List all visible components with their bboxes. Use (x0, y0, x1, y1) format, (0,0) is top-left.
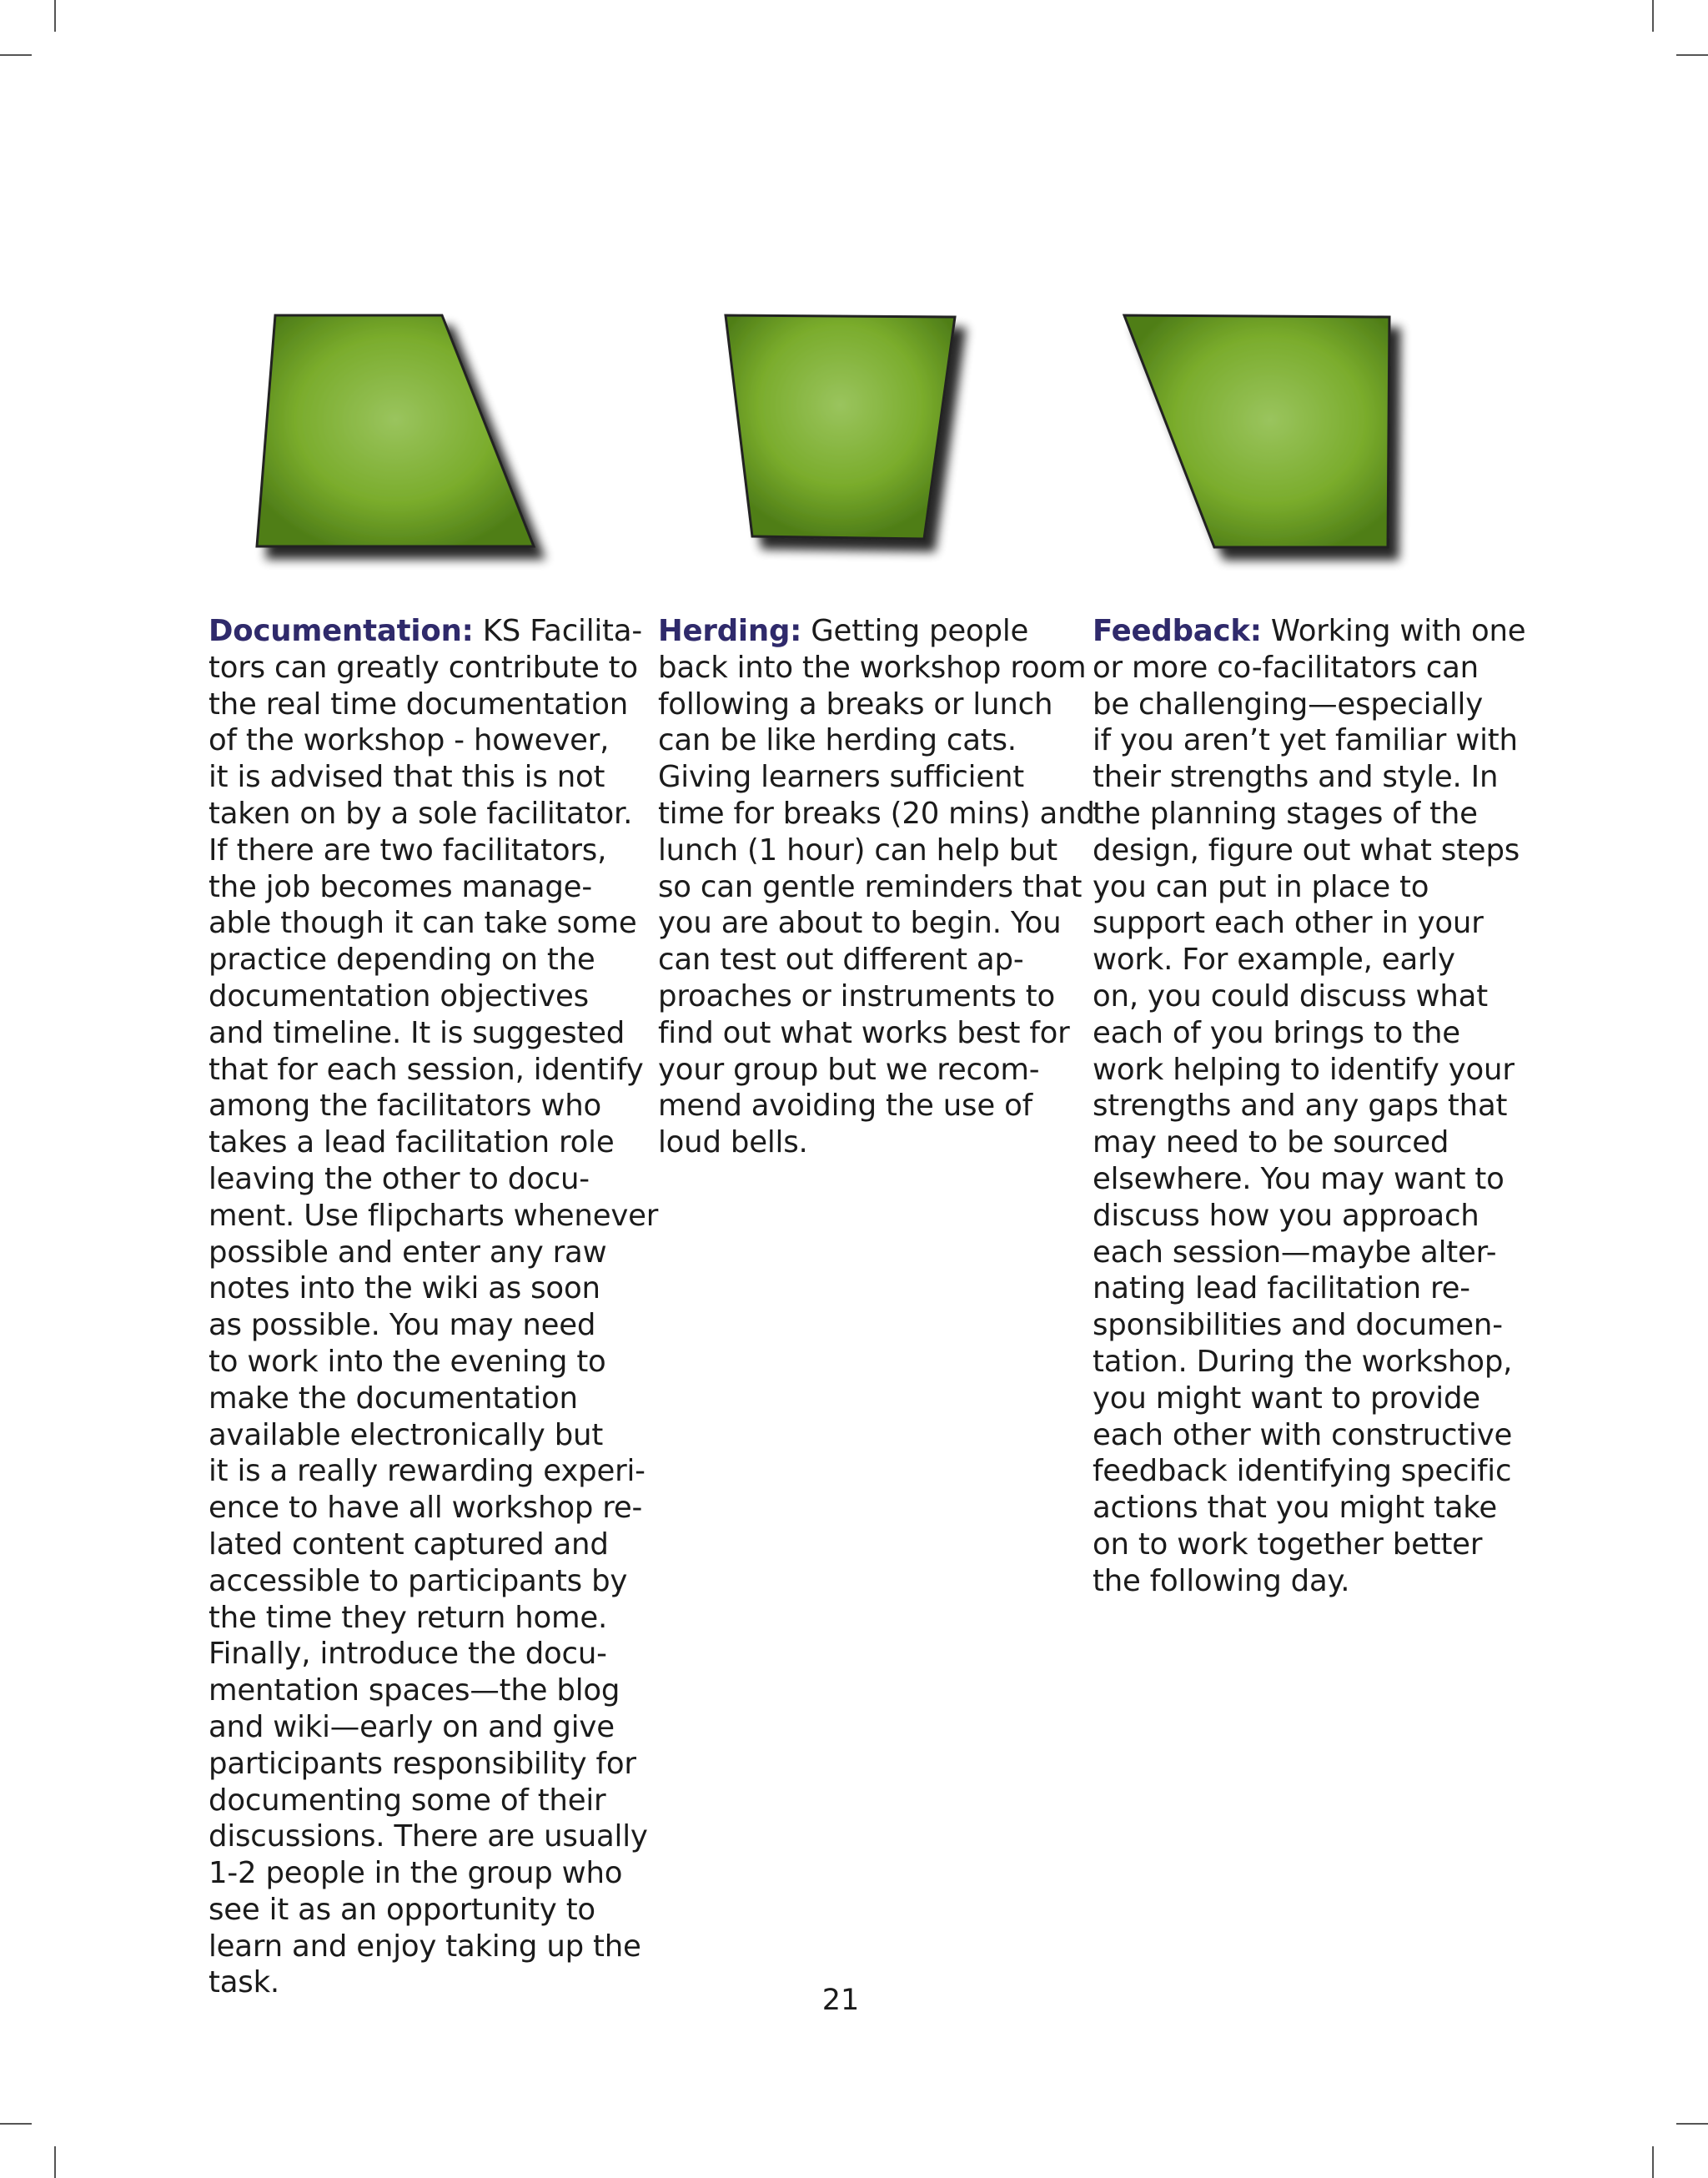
line-text: discussions. There are usually (208, 1819, 648, 1854)
line-text: nating lead facilitation re- (1093, 1271, 1470, 1306)
line-text: work helping to identify your (1093, 1052, 1515, 1087)
line-text: lated content captured and (208, 1527, 609, 1562)
text-line (1093, 1344, 1526, 1381)
text-line (208, 905, 637, 942)
text-line (208, 832, 625, 869)
line-text: feedback identifying specific (1093, 1454, 1512, 1489)
text-line (1093, 1453, 1526, 1490)
trapezoid-graphic (242, 307, 559, 582)
trapezoid-graphic (1119, 307, 1436, 582)
line-text: the following day. (1093, 1563, 1350, 1598)
line-text: Giving learners sufficient (658, 760, 1025, 795)
line-text: can test out different ap- (658, 943, 1024, 978)
line-text: KS Facilita- (473, 614, 642, 648)
line-text: learn and enjoy taking up the (208, 1929, 641, 1964)
text-line (1093, 1527, 1526, 1563)
text-line (658, 613, 1092, 650)
text-line (1093, 1088, 1526, 1124)
text-line (208, 1563, 628, 1600)
line-text: each other with constructive (1093, 1417, 1513, 1452)
text-line (208, 1892, 625, 1929)
line-text: available electronically but (208, 1417, 604, 1452)
line-text: and wiki—early on and give (208, 1709, 615, 1744)
text-line (1093, 687, 1526, 723)
line-text: each of you brings to the (1093, 1015, 1460, 1050)
line-text: proaches or instruments to (658, 978, 1055, 1014)
text-line (1093, 1124, 1526, 1161)
text-line (208, 1490, 643, 1527)
text-line (208, 1417, 625, 1454)
line-text: notes into the wiki as soon (208, 1271, 600, 1306)
text-line (1093, 978, 1526, 1015)
line-text: support each other in your (1093, 906, 1484, 941)
line-text: to work into the evening to (208, 1344, 606, 1379)
text-line (208, 1124, 625, 1161)
text-line (1093, 1490, 1526, 1527)
text-line (208, 1746, 636, 1783)
line-text: if you aren’t yet familiar with (1093, 723, 1518, 758)
text-line (658, 722, 1092, 759)
line-text: loud bells. (658, 1125, 808, 1160)
text-line (208, 1855, 625, 1892)
line-text: the job becomes manage- (208, 869, 592, 904)
line-text: lunch (1 hour) can help but (658, 832, 1057, 868)
column-herding (658, 613, 1095, 1161)
line-text: If there are two facilitators, (208, 832, 607, 868)
column-documentation (208, 613, 659, 2001)
trapezoid-polygon (726, 315, 955, 539)
text-line (1093, 613, 1526, 650)
line-text: that for each session, identify (208, 1052, 644, 1087)
text-line (208, 1381, 625, 1417)
text-line (208, 1600, 625, 1637)
text-line (1093, 796, 1526, 832)
text-line (208, 1636, 625, 1672)
line-text: sponsibilities and documen- (1093, 1308, 1503, 1343)
text-line (1093, 1198, 1526, 1235)
line-text: taken on by a sole facilitator. (208, 796, 633, 831)
text-line (658, 869, 1092, 906)
trapezoid-graphic (709, 307, 1026, 582)
text-line (208, 1929, 641, 1965)
crop-mark-bottom-right-horizontal (1676, 2123, 1708, 2125)
crop-mark-bottom-left-vertical (54, 2146, 56, 2178)
text-line (658, 1052, 1092, 1089)
text-line (208, 1344, 625, 1381)
green-trapezoid-shape-right (1119, 307, 1436, 582)
text-line (658, 1088, 1092, 1124)
column-feedback (1093, 613, 1526, 1600)
text-line (1093, 942, 1526, 978)
line-text: Finally, introduce the docu- (208, 1637, 607, 1672)
text-line (1093, 1161, 1526, 1198)
section-heading: Feedback: (1093, 614, 1262, 648)
text-line (208, 613, 642, 650)
text-line (1093, 1015, 1526, 1052)
text-line (658, 650, 1092, 687)
text-line (658, 1015, 1092, 1052)
text-line (658, 796, 1095, 832)
text-line (658, 1124, 1092, 1161)
text-line (1093, 1307, 1526, 1344)
line-text: documentation objectives (208, 978, 589, 1014)
line-text: as possible. You may need (208, 1308, 596, 1343)
text-line (1093, 869, 1526, 906)
text-line (1093, 1563, 1526, 1600)
line-text: possible and enter any raw (208, 1235, 607, 1270)
line-text: it is a really rewarding experi- (208, 1454, 646, 1489)
line-text: practice depending on the (208, 943, 595, 978)
green-trapezoid-shape-left (242, 307, 559, 582)
line-text: 1-2 people in the group who (208, 1856, 623, 1891)
line-text: find out what works best for (658, 1015, 1070, 1050)
text-line (1093, 722, 1526, 759)
line-text: make the documentation (208, 1381, 578, 1416)
text-line (208, 1672, 625, 1709)
trapezoid-polygon (1124, 315, 1389, 547)
line-text: design, figure out what steps (1093, 832, 1520, 868)
text-line (208, 1052, 644, 1089)
line-text: and timeline. It is suggested (208, 1015, 625, 1050)
text-line (208, 1198, 659, 1235)
line-text: time for breaks (20 mins) and (658, 796, 1095, 831)
line-text: on, you could discuss what (1093, 978, 1488, 1014)
line-text: accessible to participants by (208, 1563, 628, 1598)
crop-mark-top-right-horizontal (1676, 54, 1708, 56)
crop-mark-top-left-horizontal (0, 54, 32, 56)
crop-mark-bottom-left-horizontal (0, 2123, 32, 2125)
text-line (658, 759, 1092, 796)
line-text: so can gentle reminders that (658, 869, 1083, 904)
line-text: be challenging—especially (1093, 687, 1484, 722)
line-text: you might want to provide (1093, 1381, 1480, 1416)
text-line (208, 796, 633, 832)
crop-mark-top-left-vertical (54, 0, 56, 32)
green-trapezoid-shape-center (709, 307, 1026, 582)
line-text: their strengths and style. In (1093, 760, 1499, 795)
line-text: each session—maybe alter- (1093, 1235, 1497, 1270)
line-text: back into the workshop room (658, 650, 1087, 685)
text-line (658, 832, 1092, 869)
text-line (208, 1818, 648, 1855)
text-line (1093, 1235, 1526, 1271)
text-line (208, 687, 629, 723)
text-line (208, 1270, 625, 1307)
text-line (658, 687, 1092, 723)
line-text: takes a lead facilitation role (208, 1125, 615, 1160)
crop-mark-top-right-vertical (1652, 0, 1654, 32)
text-line (1093, 1052, 1526, 1089)
line-text: you can put in place to (1093, 869, 1429, 904)
line-text: able though it can take some (208, 906, 637, 941)
text-line (208, 1161, 625, 1198)
line-text: elsewhere. You may want to (1093, 1161, 1505, 1196)
line-text: may need to be sourced (1093, 1125, 1449, 1160)
text-line (208, 942, 625, 978)
text-line (208, 1235, 625, 1271)
line-text: actions that you might take (1093, 1491, 1498, 1526)
text-line (208, 1015, 625, 1052)
line-text: see it as an opportunity to (208, 1892, 595, 1927)
section-heading: Documentation: (208, 614, 474, 648)
text-line (208, 759, 625, 796)
line-text: leaving the other to docu- (208, 1161, 590, 1196)
text-line (208, 1453, 646, 1490)
text-line (208, 722, 625, 759)
line-text: the time they return home. (208, 1600, 608, 1635)
trapezoid-polygon (257, 315, 534, 546)
text-line (208, 650, 638, 687)
line-text: mentation spaces—the blog (208, 1673, 620, 1708)
line-text: on to work together better (1093, 1527, 1483, 1562)
line-text: or more co-facilitators can (1093, 650, 1479, 685)
line-text: mend avoiding the use of (658, 1089, 1032, 1124)
line-text: ence to have all workshop re- (208, 1491, 643, 1526)
line-text: among the facilitators who (208, 1089, 602, 1124)
text-line (1093, 832, 1526, 869)
text-line (658, 905, 1092, 942)
line-text: the planning stages of the (1093, 796, 1478, 831)
text-line (208, 1709, 625, 1746)
line-text: tation. During the workshop, (1093, 1344, 1513, 1379)
line-text: task. (208, 1965, 280, 2000)
line-text: documenting some of their (208, 1783, 606, 1818)
line-text: the real time documentation (208, 687, 629, 722)
page-number: 21 (821, 1984, 860, 2017)
line-text: Working with one (1261, 614, 1526, 648)
text-line (1093, 1417, 1526, 1454)
text-line (1093, 1270, 1526, 1307)
line-text: of the workshop - however, (208, 723, 610, 758)
line-text: work. For example, early (1093, 943, 1455, 978)
text-line (1093, 1381, 1526, 1417)
line-text: your group but we recom- (658, 1052, 1040, 1087)
text-line (208, 1307, 625, 1344)
text-line (658, 978, 1092, 1015)
text-line (208, 978, 625, 1015)
text-line (1093, 650, 1526, 687)
text-line (208, 1088, 625, 1124)
line-text: you are about to begin. You (658, 906, 1062, 941)
line-text: it is advised that this is not (208, 760, 605, 795)
line-text: ment. Use flipcharts whenever (208, 1198, 659, 1233)
line-text: following a breaks or lunch (658, 687, 1053, 722)
text-line (1093, 905, 1526, 942)
line-text: tors can greatly contribute to (208, 650, 638, 685)
text-line (1093, 759, 1526, 796)
text-line (208, 1783, 625, 1819)
line-text: can be like herding cats. (658, 723, 1017, 758)
crop-mark-bottom-right-vertical (1652, 2146, 1654, 2178)
line-text: strengths and any gaps that (1093, 1089, 1508, 1124)
section-heading: Herding: (658, 614, 802, 648)
line-text: discuss how you approach (1093, 1198, 1479, 1233)
text-line (208, 869, 625, 906)
line-text: Getting people (801, 614, 1029, 648)
line-text: participants responsibility for (208, 1746, 636, 1781)
text-line (658, 942, 1092, 978)
text-line (208, 1527, 625, 1563)
